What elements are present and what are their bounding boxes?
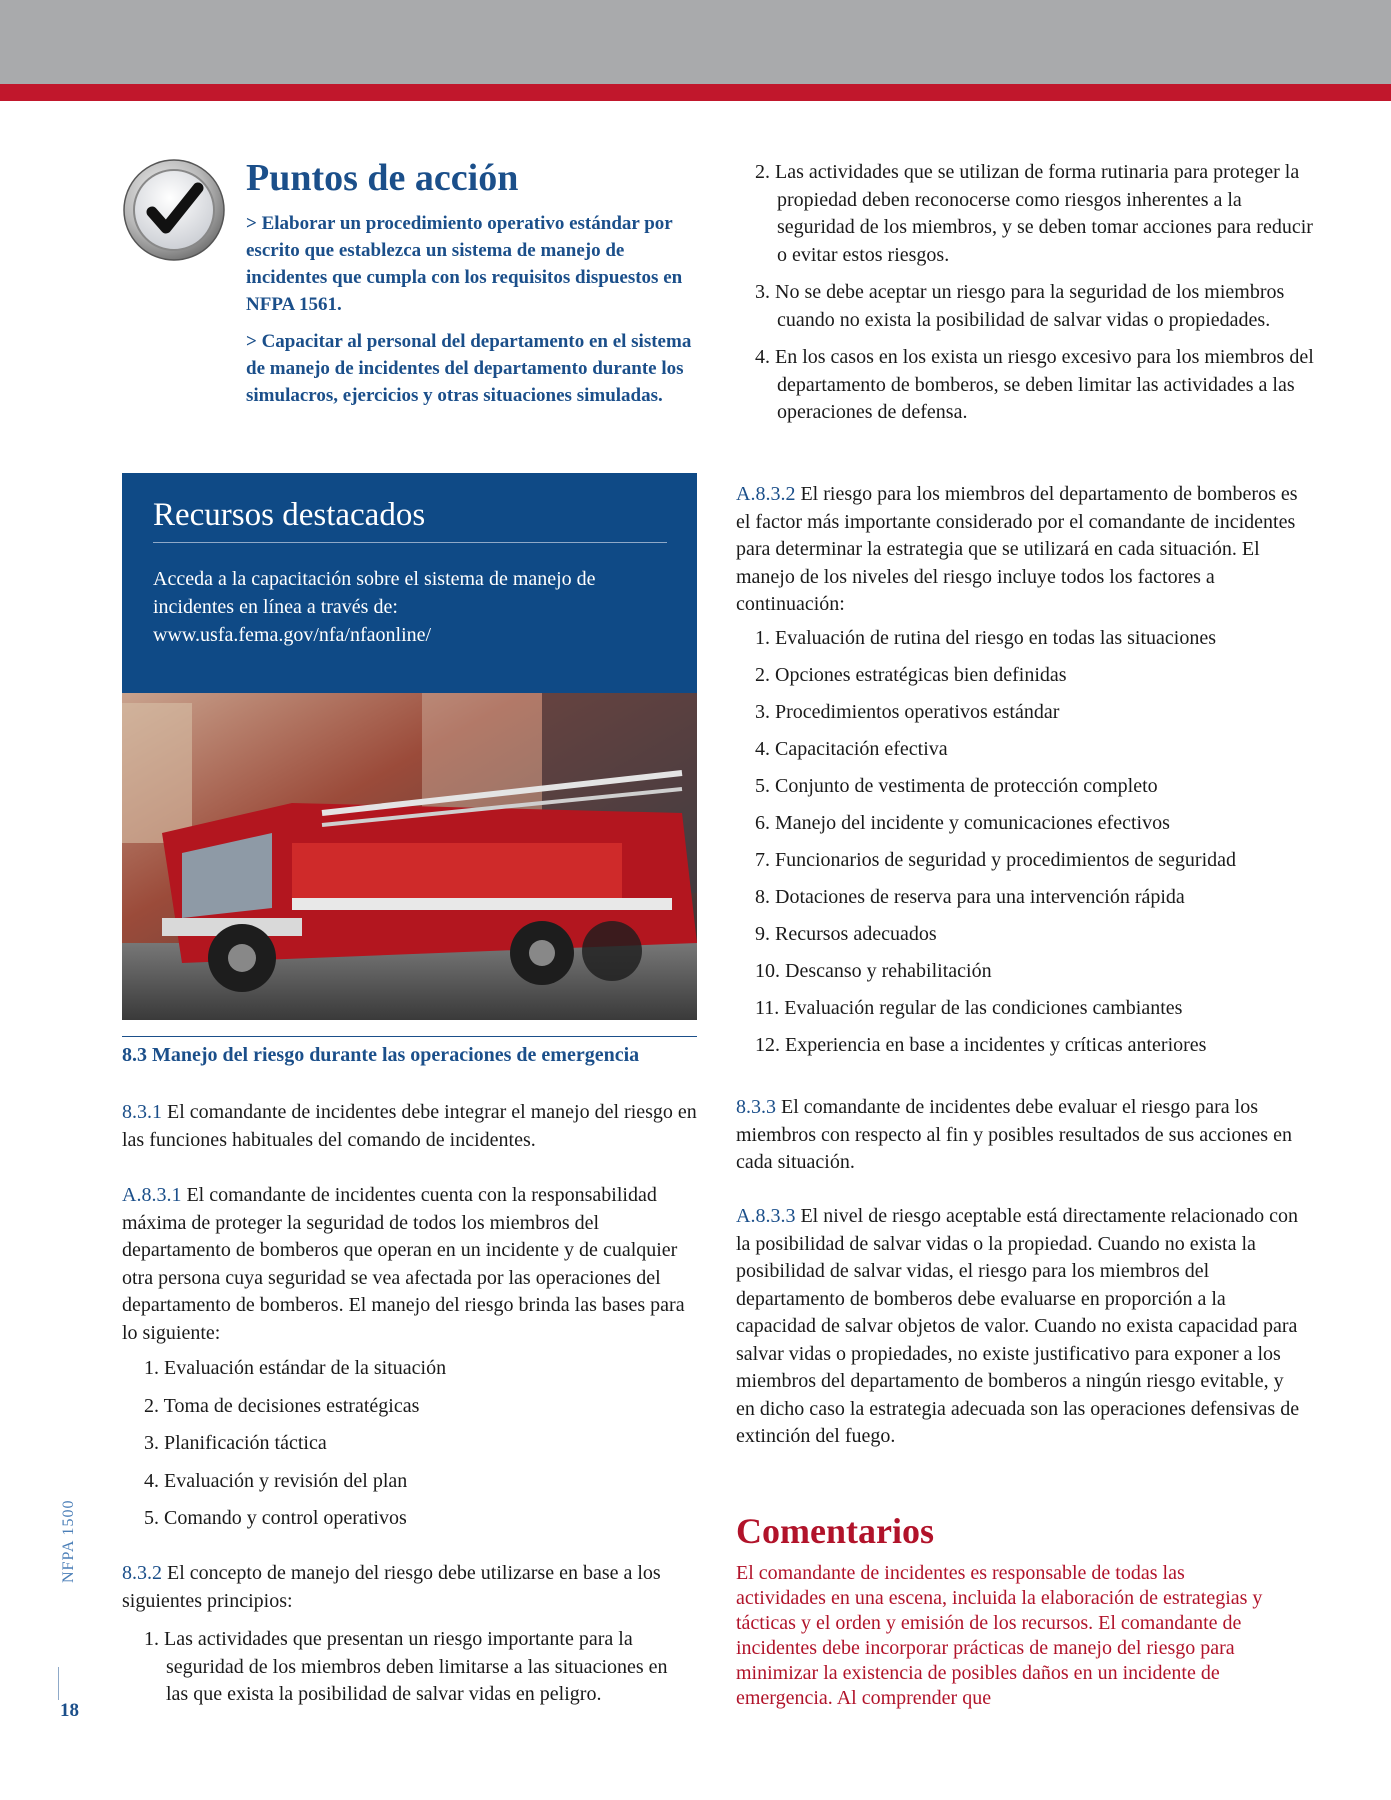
section-ref: 8.3.3	[736, 1096, 776, 1118]
header-gray-band	[0, 0, 1391, 84]
list-a-8-3-1	[144, 1355, 694, 1543]
list-8-3-2-continued	[755, 159, 1315, 437]
list-item: 3. Planificación táctica	[144, 1432, 327, 1454]
featured-resources-box	[122, 473, 697, 693]
list-item: 4. Capacitación efectiva	[755, 738, 948, 760]
list-item: 3. Procedimientos operativos estándar	[755, 701, 1060, 723]
checkmark-icon	[122, 158, 226, 262]
paragraph-a-8-3-1: A.8.3.1 El comandante de incidentes cuenta con la responsabilidad máxima de proteger la seguridad de todos los miembros del departamento de bomberos que operan en un incidente y de cualquier otra persona cuya seguridad se vea afectada por las operaciones del departamento de bomberos. El manejo del riesgo brinda las bases para lo siguiente:	[122, 1184, 685, 1344]
action-points-list	[246, 210, 696, 419]
header-red-band	[0, 84, 1391, 101]
section-ref: A.8.3.3	[736, 1205, 796, 1227]
list-item: 1. Evaluación estándar de la situación	[144, 1357, 447, 1379]
list-8-3-2-start	[144, 1626, 692, 1719]
list-item: 9. Recursos adecuados	[755, 923, 937, 945]
list-item: 5. Comando y control operativos	[144, 1507, 407, 1529]
list-item: 10. Descanso y rehabilitación	[755, 960, 992, 982]
page-number: 18	[60, 1700, 79, 1721]
paragraph-8-3-1: 8.3.1 El comandante de incidentes debe integrar el manejo del riesgo en las funciones habituales del comando de incidentes.	[122, 1101, 697, 1151]
comments-title: Comentarios	[736, 1511, 934, 1551]
fire-truck-photo	[122, 693, 697, 1020]
list-item: 1. Las actividades que presentan un riesgo importante para la seguridad de los miembros deben limitarse a las situaciones en las que exista la posibilidad de salvar vidas en peligro.	[144, 1628, 668, 1705]
comments-text: El comandante de incidentes es responsable de todas las actividades en una escena, incluida la elaboración de estrategias y tácticas y el orden y emisión de los recursos. El comandante de incidentes debe incorporar prácticas de manejo del riesgo para minimizar la existencia de posibles daños en un incidente de emergencia. Al comprender que	[736, 1562, 1263, 1709]
section-divider	[122, 1036, 697, 1037]
list-item: 2. Las actividades que se utilizan de forma rutinaria para proteger la propiedad deben reconocerse como riesgos inherentes a la seguridad de los miembros, y se deben tomar acciones para reducir o evitar estos riesgos.	[755, 161, 1313, 266]
list-item: 4. En los casos en los exista un riesgo excesivo para los miembros del departamento de bomberos, se deben limitar las actividades a las operaciones de defensa.	[755, 346, 1314, 423]
side-divider	[58, 1667, 59, 1700]
list-item: > Capacitar al personal del departamento en el sistema de manejo de incidentes del departamento durante los simulacros, ejercicios y otras situaciones simuladas.	[246, 331, 692, 406]
section-heading: 8.3 Manejo del riesgo durante las operaciones de emergencia	[122, 1044, 640, 1066]
list-item: 5. Conjunto de vestimenta de protección completo	[755, 775, 1158, 797]
section-ref: A.8.3.1	[122, 1184, 182, 1206]
list-item: > Elaborar un procedimiento operativo estándar por escrito que establezca un sistema de manejo de incidentes que cumpla con los requisitos dispuestos en NFPA 1561.	[246, 213, 683, 315]
list-a-8-3-2	[755, 625, 1315, 1069]
section-ref: 8.3.1	[122, 1101, 162, 1123]
paragraph-8-3-2: 8.3.2 El concepto de manejo del riesgo debe utilizarse en base a los siguientes principios:	[122, 1562, 661, 1612]
paragraph-a-8-3-3: A.8.3.3 El nivel de riesgo aceptable está directamente relacionado con la posibilidad de salvar vidas o la propiedad. Cuando no exista la posibilidad de salvar vidas, el riesgo para los miembros del departamento de bomberos debe evaluarse en proporción a la capacidad de salvar objetos de valor. Cuando no exista capacidad para salvar vidas o propiedades, no existe justificativo para exponer a los miembros del departamento de bomberos a ningún riesgo evitable, y en dicho caso la estrategia adecuada son las operaciones defensivas de extinción del fuego.	[736, 1205, 1300, 1447]
side-label: NFPA 1500	[60, 1499, 77, 1583]
section-ref: 8.3.2	[122, 1562, 162, 1584]
list-item: 2. Opciones estratégicas bien definidas	[755, 664, 1067, 686]
list-item: 8. Dotaciones de reserva para una intervención rápida	[755, 886, 1185, 908]
list-item: 6. Manejo del incidente y comunicaciones efectivos	[755, 812, 1170, 834]
list-item: 12. Experiencia en base a incidentes y críticas anteriores	[755, 1034, 1207, 1056]
section-ref: A.8.3.2	[736, 483, 796, 505]
list-item: 1. Evaluación de rutina del riesgo en todas las situaciones	[755, 627, 1216, 649]
action-points-title: Puntos de acción	[246, 157, 519, 199]
featured-resources-title: Recursos destacados	[153, 497, 667, 543]
list-item: 3. No se debe aceptar un riesgo para la seguridad de los miembros cuando no exista la posibilidad de salvar vidas o propiedades.	[755, 281, 1285, 331]
list-item: 2. Toma de decisiones estratégicas	[144, 1394, 420, 1417]
list-item: 7. Funcionarios de seguridad y procedimientos de seguridad	[755, 849, 1236, 871]
paragraph-8-3-3: 8.3.3 El comandante de incidentes debe evaluar el riesgo para los miembros con respecto al fin y posibles resultados de sus acciones en cada situación.	[736, 1096, 1292, 1173]
list-item: 4. Evaluación y revisión del plan	[144, 1469, 408, 1492]
paragraph-a-8-3-2: A.8.3.2 El riesgo para los miembros del departamento de bomberos es el factor más importante considerado por el comandante de incidentes para determinar la estrategia que se utilizará en cada situación. El manejo de los niveles del riesgo incluye todos los factores a continuación:	[736, 483, 1298, 615]
list-item: 11. Evaluación regular de las condiciones cambiantes	[755, 997, 1183, 1019]
featured-resources-text: Acceda a la capacitación sobre el sistema de manejo de incidentes en línea a través de: www.usfa.fema.gov/nfa/nfaonline/	[153, 568, 596, 646]
